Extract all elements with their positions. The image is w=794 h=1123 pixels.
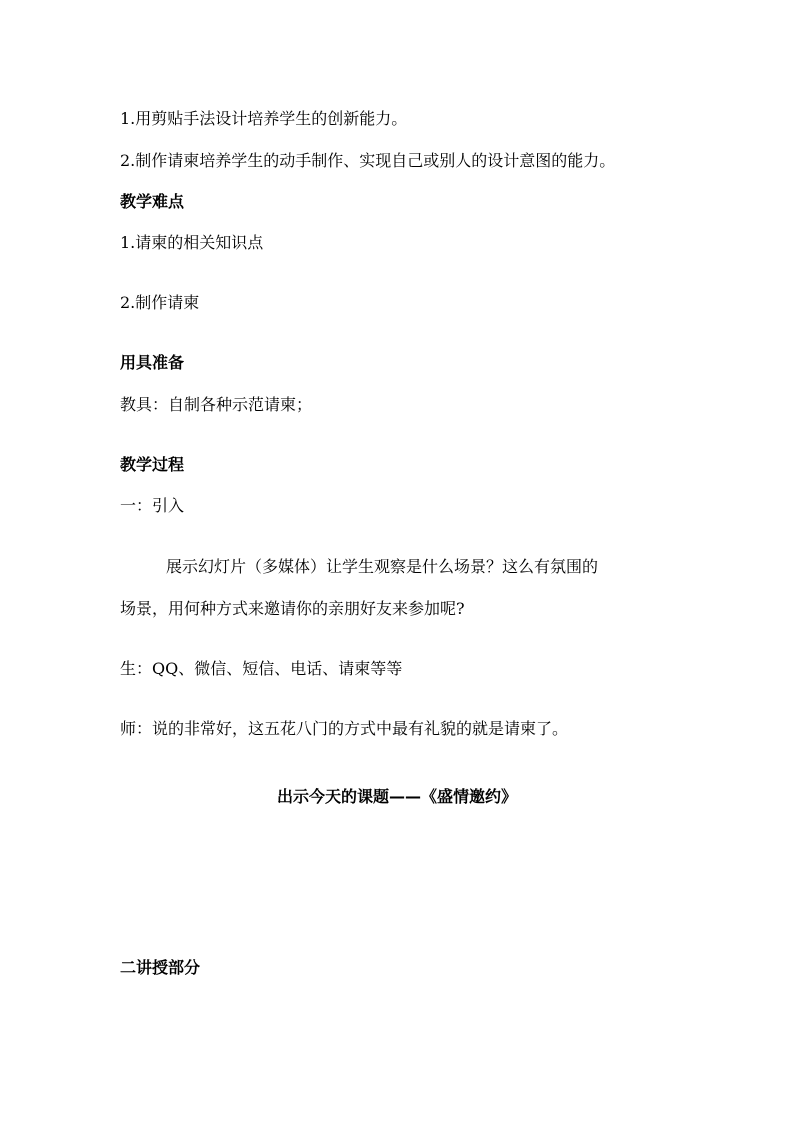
intro-paragraph-line-2: 场景，用何种方式来邀请你的亲朋好友来参加呢? — [120, 599, 465, 618]
student-answer: 生：QQ、微信、短信、电话、请柬等等 — [120, 659, 403, 678]
difficulty-item-1: 1.请柬的相关知识点 — [120, 233, 264, 252]
difficulty-item-2: 2.制作请柬 — [120, 293, 200, 312]
teacher-tools: 教具：自制各种示范请柬； — [120, 395, 313, 414]
process-heading: 教学过程 — [120, 455, 185, 474]
intro-paragraph-line-1: 展示幻灯片（多媒体）让学生观察是什么场景？这么有氛围的 — [166, 557, 599, 576]
goal-line-1: 1.用剪贴手法设计培养学生的创新能力。 — [120, 109, 408, 128]
part2-heading: 二讲授部分 — [120, 958, 201, 977]
goal-line-2: 2.制作请柬培养学生的动手制作、实现自己或别人的设计意图的能力。 — [120, 151, 616, 170]
teacher-response: 师：说的非常好，这五花八门的方式中最有礼貌的就是请柬了。 — [120, 719, 569, 738]
part1-heading: 一：引入 — [120, 496, 185, 515]
lesson-topic: 出示今天的课题——《盛情邀约》 — [276, 787, 517, 806]
materials-heading: 用具准备 — [120, 353, 185, 372]
difficulty-heading: 教学难点 — [120, 192, 185, 211]
